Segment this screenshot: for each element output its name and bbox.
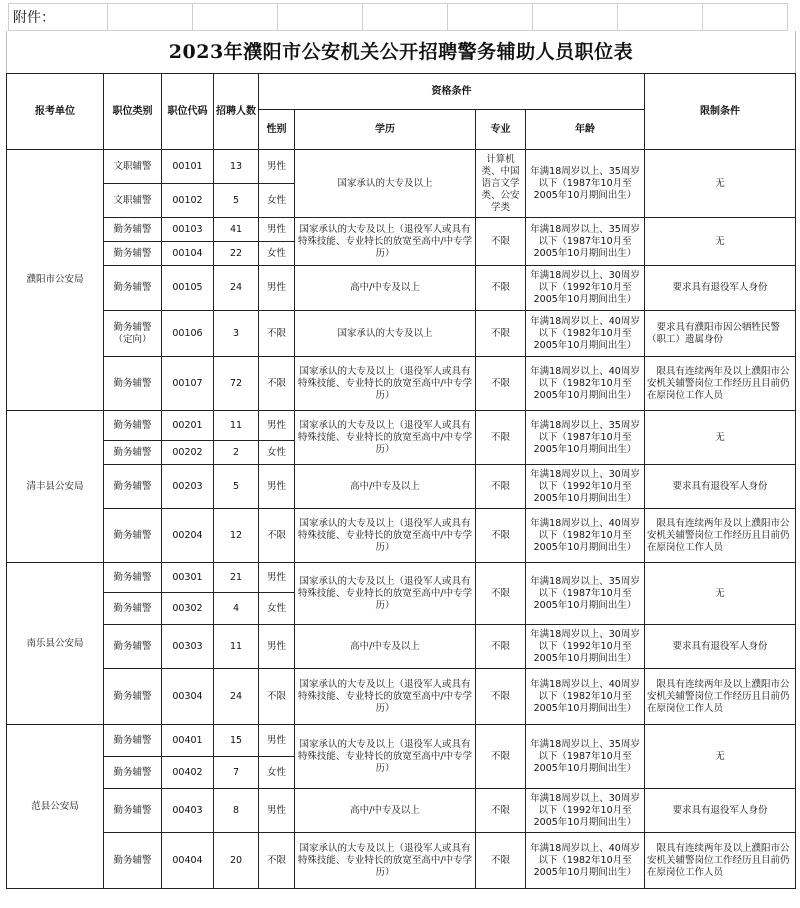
gender-cell: 男性 xyxy=(259,150,295,184)
header-major: 专业 xyxy=(476,110,526,150)
table-row xyxy=(7,311,796,357)
major-cell: 不限 xyxy=(476,465,526,509)
gender-cell: 男性 xyxy=(259,725,295,757)
table-row xyxy=(7,357,796,411)
category-cell: 勤务辅警 xyxy=(104,725,162,757)
education-cell: 高中/中专及以上 xyxy=(295,465,476,509)
category-cell: 勤务辅警 xyxy=(104,242,162,266)
code-cell: 00105 xyxy=(162,266,214,311)
unit-cell: 范县公安局 xyxy=(7,725,104,889)
code-cell: 00107 xyxy=(162,357,214,411)
category-cell: 文职辅警 xyxy=(104,150,162,184)
category-cell: 勤务辅警 xyxy=(104,357,162,411)
restriction-cell: 限具有连续两年及以上濮阳市公安机关辅警岗位工作经历且目前仍在原岗位工作人员 xyxy=(645,509,796,563)
restriction-cell: 无 xyxy=(645,218,796,266)
code-cell: 00401 xyxy=(162,725,214,757)
table-row xyxy=(7,411,796,441)
category-cell: 勤务辅警 xyxy=(104,441,162,465)
table-row xyxy=(7,150,796,184)
header-restriction: 限制条件 xyxy=(645,74,796,150)
code-cell: 00101 xyxy=(162,150,214,184)
header-age: 年龄 xyxy=(526,110,645,150)
restriction-cell: 无 xyxy=(645,411,796,465)
code-cell: 00104 xyxy=(162,242,214,266)
header-qualification: 资格条件 xyxy=(259,74,645,110)
header-code: 职位代码 xyxy=(162,74,214,150)
category-cell: 勤务辅警 xyxy=(104,465,162,509)
table-row xyxy=(7,465,796,509)
category-cell: 勤务辅警 xyxy=(104,669,162,725)
code-cell: 00201 xyxy=(162,411,214,441)
major-cell: 不限 xyxy=(476,625,526,669)
age-cell: 年满18周岁以上、35周岁以下（1987年10月至2005年10月期间出生） xyxy=(526,563,645,625)
restriction-cell: 限具有连续两年及以上濮阳市公安机关辅警岗位工作经历且目前仍在原岗位工作人员 xyxy=(645,669,796,725)
major-cell: 计算机类、中国语言文学类、公安学类 xyxy=(476,150,526,218)
restriction-cell: 无 xyxy=(645,725,796,789)
header-unit: 报考单位 xyxy=(7,74,104,150)
count-cell: 12 xyxy=(214,509,259,563)
age-cell: 年满18周岁以上、40周岁以下（1982年10月至2005年10月期间出生） xyxy=(526,509,645,563)
major-cell: 不限 xyxy=(476,669,526,725)
count-cell: 4 xyxy=(214,593,259,625)
restriction-cell: 限具有连续两年及以上濮阳市公安机关辅警岗位工作经历且目前仍在原岗位工作人员 xyxy=(645,833,796,889)
table-row xyxy=(7,833,796,889)
gender-cell: 女性 xyxy=(259,757,295,789)
table-row xyxy=(7,789,796,833)
category-cell: 勤务辅警 xyxy=(104,509,162,563)
code-cell: 00404 xyxy=(162,833,214,889)
count-cell: 8 xyxy=(214,789,259,833)
code-cell: 00202 xyxy=(162,441,214,465)
education-cell: 国家承认的大专及以上（退役军人或具有特殊技能、专业特长的放宽至高中/中专学历） xyxy=(295,563,476,625)
education-cell: 国家承认的大专及以上 xyxy=(295,311,476,357)
education-cell: 国家承认的大专及以上（退役军人或具有特殊技能、专业特长的放宽至高中/中专学历） xyxy=(295,725,476,789)
category-cell: 勤务辅警（定向） xyxy=(104,311,162,357)
education-cell: 国家承认的大专及以上（退役军人或具有特殊技能、专业特长的放宽至高中/中专学历） xyxy=(295,357,476,411)
count-cell: 2 xyxy=(214,441,259,465)
gender-cell: 女性 xyxy=(259,441,295,465)
header-education: 学历 xyxy=(295,110,476,150)
major-cell: 不限 xyxy=(476,725,526,789)
count-cell: 13 xyxy=(214,150,259,184)
education-cell: 国家承认的大专及以上（退役军人或具有特殊技能、专业特长的放宽至高中/中专学历） xyxy=(295,669,476,725)
page-title: 2023年濮阳市公安机关公开招聘警务辅助人员职位表 xyxy=(6,31,796,73)
education-cell: 高中/中专及以上 xyxy=(295,789,476,833)
age-cell: 年满18周岁以上、30周岁以下（1992年10月至2005年10月期间出生） xyxy=(526,625,645,669)
major-cell: 不限 xyxy=(476,789,526,833)
major-cell: 不限 xyxy=(476,411,526,465)
header-count: 招聘人数 xyxy=(214,74,259,150)
count-cell: 5 xyxy=(214,184,259,218)
count-cell: 7 xyxy=(214,757,259,789)
age-cell: 年满18周岁以上、40周岁以下（1982年10月至2005年10月期间出生） xyxy=(526,311,645,357)
age-cell: 年满18周岁以上、35周岁以下（1987年10月至2005年10月期间出生） xyxy=(526,150,645,218)
count-cell: 11 xyxy=(214,411,259,441)
category-cell: 勤务辅警 xyxy=(104,563,162,593)
category-cell: 勤务辅警 xyxy=(104,411,162,441)
restriction-cell: 无 xyxy=(645,150,796,218)
category-cell: 文职辅警 xyxy=(104,184,162,218)
major-cell: 不限 xyxy=(476,266,526,311)
header-gender: 性别 xyxy=(259,110,295,150)
count-cell: 11 xyxy=(214,625,259,669)
unit-cell: 南乐县公安局 xyxy=(7,563,104,725)
gender-cell: 男性 xyxy=(259,625,295,669)
education-cell: 国家承认的大专及以上（退役军人或具有特殊技能、专业特长的放宽至高中/中专学历） xyxy=(295,218,476,266)
code-cell: 00403 xyxy=(162,789,214,833)
count-cell: 41 xyxy=(214,218,259,242)
count-cell: 24 xyxy=(214,669,259,725)
gender-cell: 不限 xyxy=(259,669,295,725)
gender-cell: 男性 xyxy=(259,563,295,593)
count-cell: 3 xyxy=(214,311,259,357)
restriction-cell: 无 xyxy=(645,563,796,625)
gender-cell: 女性 xyxy=(259,184,295,218)
gender-cell: 女性 xyxy=(259,593,295,625)
code-cell: 00102 xyxy=(162,184,214,218)
table-row xyxy=(7,266,796,311)
gender-cell: 不限 xyxy=(259,833,295,889)
category-cell: 勤务辅警 xyxy=(104,757,162,789)
category-cell: 勤务辅警 xyxy=(104,266,162,311)
attachment-label: 附件： xyxy=(9,4,108,31)
code-cell: 00303 xyxy=(162,625,214,669)
count-cell: 22 xyxy=(214,242,259,266)
age-cell: 年满18周岁以上、30周岁以下（1992年10月至2005年10月期间出生） xyxy=(526,266,645,311)
attachment-row xyxy=(8,3,788,31)
major-cell: 不限 xyxy=(476,509,526,563)
education-cell: 国家承认的大专及以上（退役军人或具有特殊技能、专业特长的放宽至高中/中专学历） xyxy=(295,411,476,465)
gender-cell: 不限 xyxy=(259,311,295,357)
major-cell: 不限 xyxy=(476,833,526,889)
code-cell: 00301 xyxy=(162,563,214,593)
education-cell: 国家承认的大专及以上（退役军人或具有特殊技能、专业特长的放宽至高中/中专学历） xyxy=(295,833,476,889)
table-row xyxy=(7,218,796,242)
count-cell: 21 xyxy=(214,563,259,593)
category-cell: 勤务辅警 xyxy=(104,625,162,669)
code-cell: 00304 xyxy=(162,669,214,725)
age-cell: 年满18周岁以上、40周岁以下（1982年10月至2005年10月期间出生） xyxy=(526,669,645,725)
restriction-cell: 限具有连续两年及以上濮阳市公安机关辅警岗位工作经历且目前仍在原岗位工作人员 xyxy=(645,357,796,411)
count-cell: 5 xyxy=(214,465,259,509)
table-row xyxy=(7,563,796,593)
major-cell: 不限 xyxy=(476,218,526,266)
age-cell: 年满18周岁以上、30周岁以下（1992年10月至2005年10月期间出生） xyxy=(526,789,645,833)
major-cell: 不限 xyxy=(476,311,526,357)
code-cell: 00103 xyxy=(162,218,214,242)
table-row xyxy=(7,669,796,725)
age-cell: 年满18周岁以上、35周岁以下（1987年10月至2005年10月期间出生） xyxy=(526,725,645,789)
gender-cell: 不限 xyxy=(259,509,295,563)
age-cell: 年满18周岁以上、40周岁以下（1982年10月至2005年10月期间出生） xyxy=(526,357,645,411)
count-cell: 72 xyxy=(214,357,259,411)
code-cell: 00106 xyxy=(162,311,214,357)
restriction-cell: 要求具有濮阳市因公牺牲民警（职工）遗属身份 xyxy=(645,311,796,357)
category-cell: 勤务辅警 xyxy=(104,833,162,889)
gender-cell: 女性 xyxy=(259,242,295,266)
category-cell: 勤务辅警 xyxy=(104,218,162,242)
category-cell: 勤务辅警 xyxy=(104,789,162,833)
code-cell: 00302 xyxy=(162,593,214,625)
age-cell: 年满18周岁以上、35周岁以下（1987年10月至2005年10月期间出生） xyxy=(526,411,645,465)
restriction-cell: 要求具有退役军人身份 xyxy=(645,465,796,509)
gender-cell: 不限 xyxy=(259,357,295,411)
education-cell: 国家承认的大专及以上 xyxy=(295,150,476,218)
major-cell: 不限 xyxy=(476,357,526,411)
age-cell: 年满18周岁以上、35周岁以下（1987年10月至2005年10月期间出生） xyxy=(526,218,645,266)
code-cell: 00203 xyxy=(162,465,214,509)
gender-cell: 男性 xyxy=(259,218,295,242)
age-cell: 年满18周岁以上、40周岁以下（1982年10月至2005年10月期间出生） xyxy=(526,833,645,889)
gender-cell: 男性 xyxy=(259,465,295,509)
count-cell: 15 xyxy=(214,725,259,757)
restriction-cell: 要求具有退役军人身份 xyxy=(645,789,796,833)
age-cell: 年满18周岁以上、30周岁以下（1992年10月至2005年10月期间出生） xyxy=(526,465,645,509)
table-row xyxy=(7,625,796,669)
count-cell: 24 xyxy=(214,266,259,311)
major-cell: 不限 xyxy=(476,563,526,625)
table-row xyxy=(7,509,796,563)
unit-cell: 清丰县公安局 xyxy=(7,411,104,563)
education-cell: 高中/中专及以上 xyxy=(295,625,476,669)
restriction-cell: 要求具有退役军人身份 xyxy=(645,625,796,669)
education-cell: 国家承认的大专及以上（退役军人或具有特殊技能、专业特长的放宽至高中/中专学历） xyxy=(295,509,476,563)
restriction-cell: 要求具有退役军人身份 xyxy=(645,266,796,311)
count-cell: 20 xyxy=(214,833,259,889)
code-cell: 00402 xyxy=(162,757,214,789)
gender-cell: 男性 xyxy=(259,411,295,441)
education-cell: 高中/中专及以上 xyxy=(295,266,476,311)
code-cell: 00204 xyxy=(162,509,214,563)
unit-cell: 濮阳市公安局 xyxy=(7,150,104,411)
positions-table xyxy=(6,73,796,889)
category-cell: 勤务辅警 xyxy=(104,593,162,625)
header-category: 职位类别 xyxy=(104,74,162,150)
gender-cell: 男性 xyxy=(259,789,295,833)
gender-cell: 男性 xyxy=(259,266,295,311)
table-row xyxy=(7,725,796,757)
